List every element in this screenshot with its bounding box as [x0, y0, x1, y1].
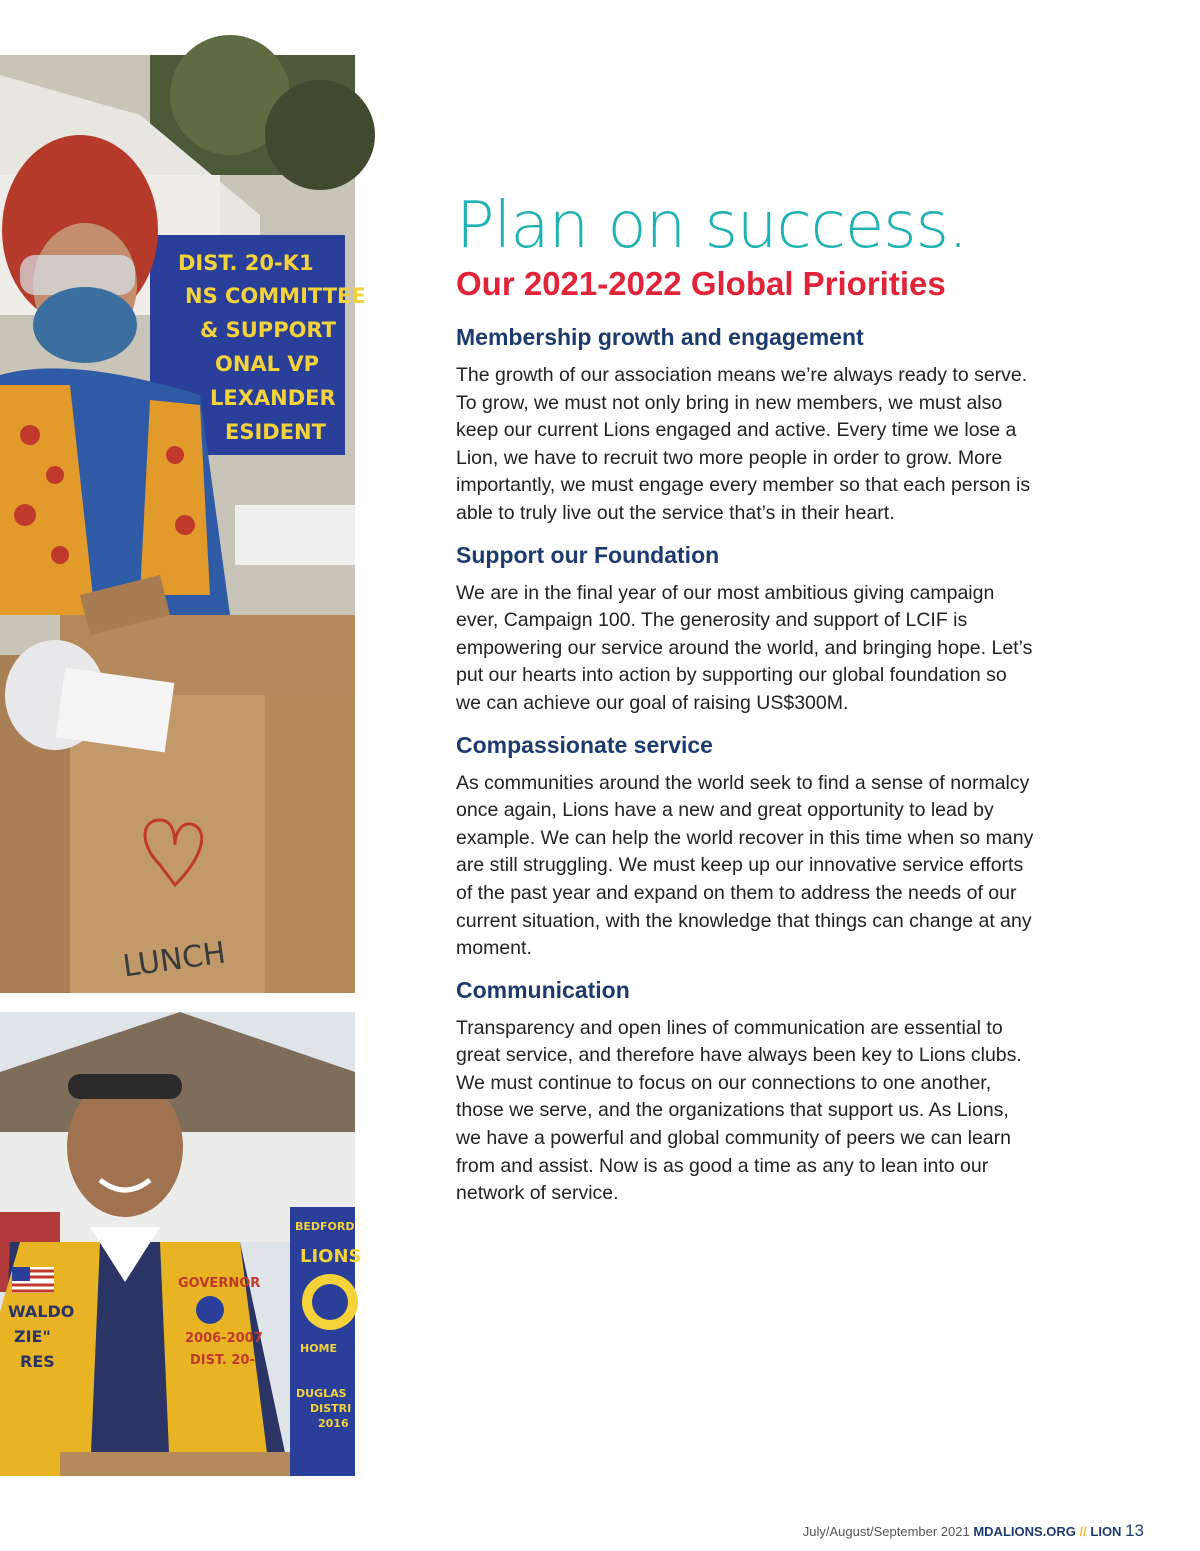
section-body: The growth of our association means we’re always ready to serve. To grow, we must not only bring in new members, we must also keep our current Lions engaged and active. Every time we lose a Lion, we have to recruit two more people in order to grow. More importantly, we must engage every member so that each person is able to truly live out the service that’s in their heart. — [456, 364, 1031, 524]
section-title: Support our Foundation — [456, 541, 720, 568]
banner-line: LEXANDER — [210, 386, 336, 410]
bag-lunch-text: LUNCH — [120, 935, 228, 985]
photo-volunteer-with-lunch-bags — [0, 55, 366, 993]
section-foundation — [456, 540, 1066, 718]
footer-issue: July/August/September 2021 — [802, 1524, 970, 1539]
vest-name-line: WALDO — [8, 1302, 75, 1321]
banner-line: NS COMMITTEE — [185, 284, 366, 308]
footer-magazine-name: LION — [1090, 1524, 1122, 1539]
banner-line: HOME — [300, 1342, 338, 1355]
page-headline: Plan on success. — [456, 189, 968, 263]
footer-page-number: 13 — [1125, 1521, 1144, 1540]
vest-name-line: ZIE" — [14, 1327, 51, 1346]
section-communication — [456, 975, 1066, 1208]
banner-line: LIONS — [300, 1246, 362, 1267]
banner-line: & SUPPORT — [200, 318, 336, 342]
banner-line: DIST. 20-K1 — [178, 251, 314, 275]
banner-line: ESIDENT — [225, 420, 326, 444]
vest-patch-line: 2006-2007 — [185, 1331, 263, 1346]
section-body: Transparency and open lines of communication are essential to great service, and therefore have always been key to Lions clubs. We must continue to focus on our connections to one another, those we serve, and the organizations that support us. As Lions, we have a powerful and global community of peers we can learn from and assist. Now is as good a time as any to lean into our network of service. — [456, 1016, 1022, 1205]
banner-line: DUGLAS — [296, 1387, 347, 1400]
page-subheadline: Our 2021-2022 Global Priorities — [456, 265, 946, 302]
photo-governor-illustration — [0, 1012, 362, 1476]
section-membership — [456, 322, 1066, 528]
section-title: Compassionate service — [456, 731, 713, 758]
banner-line: ONAL VP — [215, 352, 320, 376]
banner-line: DISTRI — [310, 1402, 352, 1415]
vest-patch-line: DIST. 20- — [190, 1353, 255, 1368]
footer-site-link[interactable]: MDALIONS.ORG — [973, 1524, 1076, 1539]
article — [456, 188, 1066, 1220]
section-title: Communication — [456, 976, 630, 1003]
section-body: As communities around the world seek to find a sense of normalcy once again, Lions have a new and great opportunity to lead by example. We can help the world recover in this time when so many are still struggling. We must keep up our innovative service efforts of the past year and expand on them to address the needs of our current situation, with the knowledge that things can change at any moment. — [456, 771, 1034, 960]
banner-line: 2016 — [318, 1417, 349, 1430]
vest-patch-line: GOVERNOR — [178, 1276, 261, 1291]
banner-line: BEDFORD — [295, 1220, 355, 1233]
vest-name-line: RES — [20, 1352, 55, 1371]
photo-volunteer-illustration — [0, 55, 366, 993]
section-body: We are in the final year of our most ambitious giving campaign ever, Campaign 100. The generosity and support of LCIF is empowering our service around the world, and bringing hope. Let’s put our hearts into action by supporting our global foundation so we can achieve our goal of raising US$300M. — [456, 581, 1033, 714]
section-title: Membership growth and engagement — [456, 324, 864, 350]
page-footer — [803, 1521, 1144, 1542]
section-compassionate-service — [456, 730, 1066, 963]
photo-lion-governor-smiling — [0, 1012, 362, 1476]
footer-separator: // — [1079, 1524, 1087, 1539]
